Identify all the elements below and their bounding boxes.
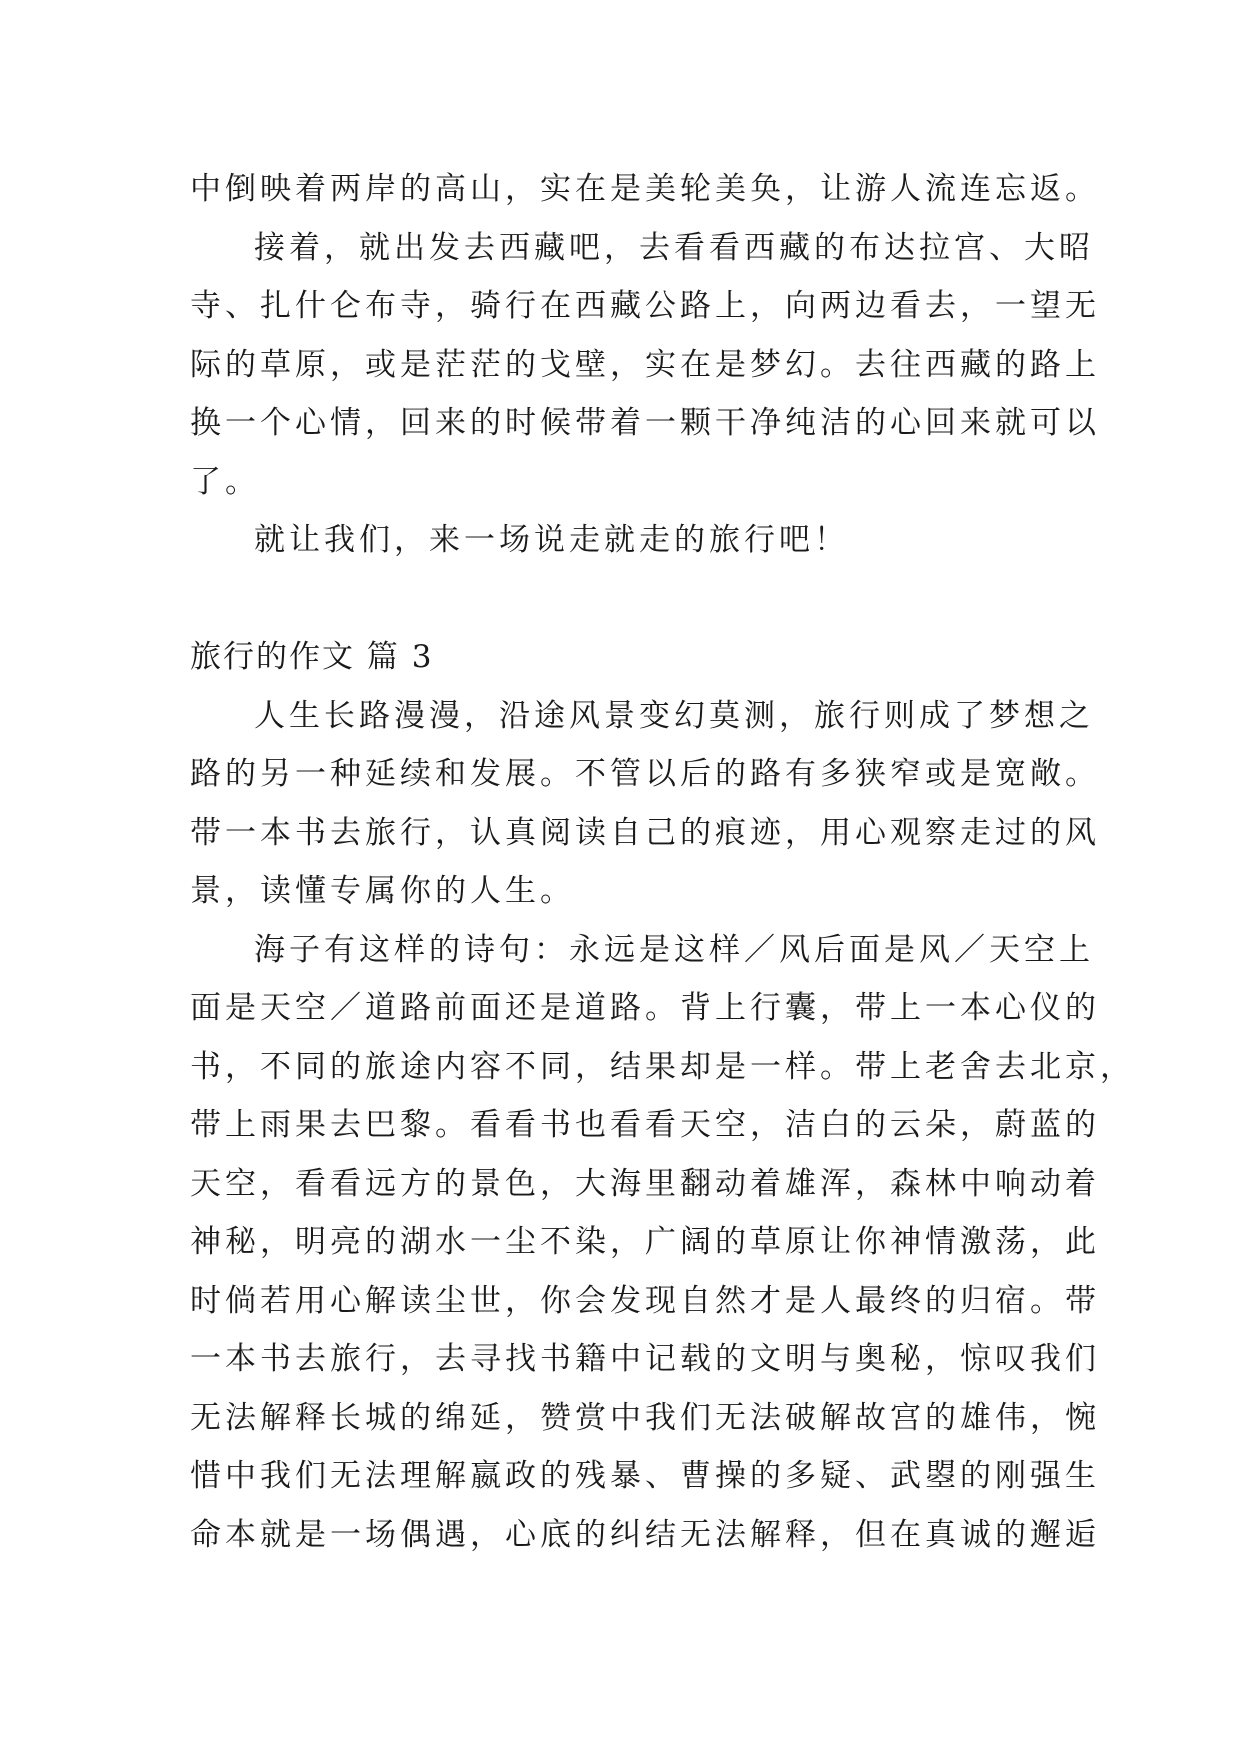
- paragraph-line: 际的草原，或是茫茫的戈壁，实在是梦幻。去往西藏的路上: [190, 346, 1100, 383]
- paragraph-line: 带上雨果去巴黎。看看书也看看天空，洁白的云朵，蔚蓝的: [190, 1107, 1100, 1143]
- paragraph-line: 寺、扎什仑布寺，骑行在西藏公路上，向两边看去，一望无: [190, 288, 1100, 324]
- paragraph-line: 接着，就出发去西藏吧，去看看西藏的布达拉宫、大昭: [254, 229, 1094, 266]
- paragraph-line: 中倒映着两岸的高山，实在是美轮美奂，让游人流连忘返。: [190, 171, 1100, 207]
- paragraph-line: 书，不同的旅途内容不同，结果却是一样。带上老舍去北京，: [190, 1048, 1135, 1085]
- paragraph-line: 路的另一种延续和发展。不管以后的路有多狭窄或是宽敞。: [190, 756, 1100, 792]
- paragraph-line: 景，读懂专属你的人生。: [190, 873, 575, 909]
- paragraph-line: 带一本书去旅行，认真阅读自己的痕迹，用心观察走过的风: [190, 814, 1100, 851]
- paragraph-line: 惜中我们无法理解嬴政的残暴、曹操的多疑、武曌的刚强生: [190, 1458, 1100, 1494]
- paragraph-line: 人生长路漫漫，沿途风景变幻莫测，旅行则成了梦想之: [254, 697, 1094, 734]
- document-body: [190, 160, 1135, 1564]
- paragraph-line: 命本就是一场偶遇，心底的纠结无法解释，但在真诚的邂逅: [190, 1516, 1100, 1553]
- paragraph-line: 了。: [190, 463, 260, 500]
- paragraph-line: 神秘，明亮的湖水一尘不染，广阔的草原让你神情激荡，此: [190, 1224, 1100, 1260]
- paragraph-line: 时倘若用心解读尘世，你会发现自然才是人最终的归宿。带: [190, 1282, 1100, 1319]
- paragraph-line: 一本书去旅行，去寻找书籍中记载的文明与奥秘，惊叹我们: [190, 1341, 1100, 1377]
- paragraph-line: 海子有这样的诗句：永远是这样／风后面是风／天空上: [254, 931, 1094, 968]
- paragraph-line: 换一个心情，回来的时候带着一颗干净纯洁的心回来就可以: [190, 405, 1100, 441]
- paragraph-line: 面是天空／道路前面还是道路。背上行囊，带上一本心仪的: [190, 990, 1100, 1026]
- paragraph-line: 天空，看看远方的景色，大海里翻动着雄浑，森林中响动着: [190, 1165, 1100, 1202]
- paragraph-spacer: [190, 570, 1055, 629]
- paragraph-line: 就让我们，来一场说走就走的旅行吧！: [254, 522, 849, 558]
- paragraph-line: 无法解释长城的绵延，赞赏中我们无法破解故宫的雄伟，惋: [190, 1399, 1100, 1436]
- section-heading: 旅行的作文 篇 3: [190, 639, 434, 675]
